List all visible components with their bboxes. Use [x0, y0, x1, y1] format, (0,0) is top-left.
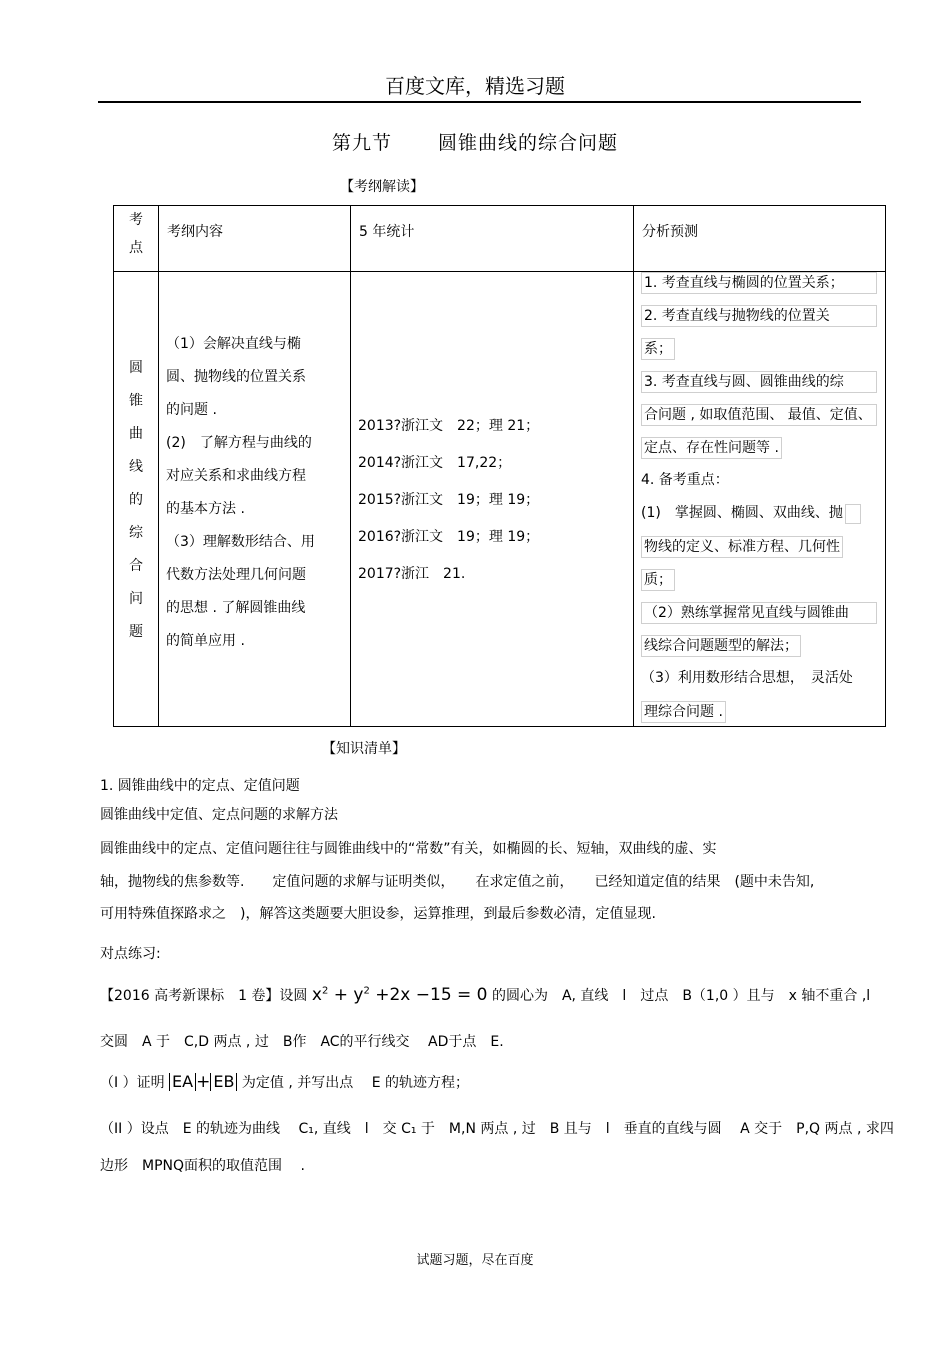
practice-label: 对点练习:: [100, 946, 161, 962]
stats-cell: 2013?浙江文 22；理 21； 2014?浙江文 17,22； 2015?浙江文 19；理 19； 2016?浙江文 19；理 19； 2017?浙江 21.: [358, 418, 540, 582]
abs-eb: EB: [210, 1073, 237, 1091]
section-name: 圆锥曲线的综合问题: [438, 132, 619, 154]
practice-source: 【2016 高考新课标 1 卷】设圆: [100, 988, 308, 1004]
knowledge-subtitle: 圆锥曲线中定值、定点问题的求解方法: [100, 807, 338, 823]
header-col-content: 考纲内容: [167, 224, 223, 240]
knowledge-para-line2: 轴，抛物线的焦参数等. 定值问题的求解与证明类似， 在求定值之前， 已经知道定值的结果 (题中未告知,: [100, 874, 815, 890]
header-divider: [98, 101, 861, 103]
knowledge-para-line3: 可用特殊值探路求之 )，解答这类题要大胆设参，运算推理，到最后参数必清，定值显现.: [100, 906, 656, 922]
knowledge-item-1: 1. 圆锥曲线中的定点、定值问题: [100, 778, 300, 794]
part-2-line2: 边形 MPNQ面积的取值范围 .: [100, 1158, 305, 1174]
header-col-topic: 考 点: [129, 212, 143, 256]
section-number: 第九节: [331, 132, 392, 154]
part-1: （I ）证明 EA + EB 为定值 , 并写出点 E 的轨迹方程；: [100, 1072, 470, 1092]
syllabus-label: 【考纲解读】: [340, 179, 424, 195]
section-title: [0, 128, 950, 155]
practice-question-tail: 的圆心为 A, 直线 l 过点 B（1,0 ）且与 x 轴不重合 ,l: [491, 988, 871, 1004]
page-header: 百度文库，精选习题: [385, 74, 565, 98]
practice-question-line1: [100, 985, 870, 1005]
page-footer: 试题习题，尽在百度: [416, 1253, 534, 1268]
circle-equation: $x^2 + y^2 +2x -15 = 0$: [311, 985, 488, 1005]
practice-question-line2: 交圆 A 于 C,D 两点 , 过 B作 AC的平行线交 AD于点 E.: [100, 1034, 504, 1050]
knowledge-para-line1: 圆锥曲线中的定点、定值问题往往与圆锥曲线中的“常数”有关，如椭圆的长、短轴，双曲线的虚、实: [100, 841, 717, 857]
topic-cell: 圆 锥 曲 线 的 综 合 问 题: [129, 360, 143, 640]
header-col-analysis: 分析预测: [642, 224, 698, 240]
syllabus-table: [113, 205, 886, 727]
content-cell: （1）会解决直线与椭 圆、抛物线的位置关系 的问题 . (2) 了解方程与曲线的 对应关系和求曲线方程 的基本方法 . （3）理解数形结合、用 代数方法处理几何问题 的思想 . 了解圆锥曲线 的简单应用 .: [166, 336, 315, 649]
header-col-stats: 5 年统计: [359, 224, 415, 240]
knowledge-label: 【知识清单】: [322, 741, 406, 757]
analysis-cell: 1. 考查直线与椭圆的位置关系； 2. 考查直线与抛物线的位置关 系； 3. 考查直线与圆、圆锥曲线的综 合问题 , 如取值范围、 最值、定值、 定点、存在性问题等 . 4. 备考重点： (1) 掌握圆、椭圆、双曲线、抛 物线的定义、标准方程、几何性 质； （2）熟练掌握常见直线与圆锥曲 线综合问题题型的解法； （3）利用数形结合思想， 灵活处 理综合问题 .: [641, 266, 881, 728]
abs-ea: EA: [169, 1073, 196, 1091]
part-2-line1: （II ）设点 E 的轨迹为曲线 C₁, 直线 l 交 C₁ 于 M,N 两点 , 过 B 且与 l 垂直的直线与圆 A 交于 P,Q 两点 , 求四: [100, 1121, 894, 1137]
